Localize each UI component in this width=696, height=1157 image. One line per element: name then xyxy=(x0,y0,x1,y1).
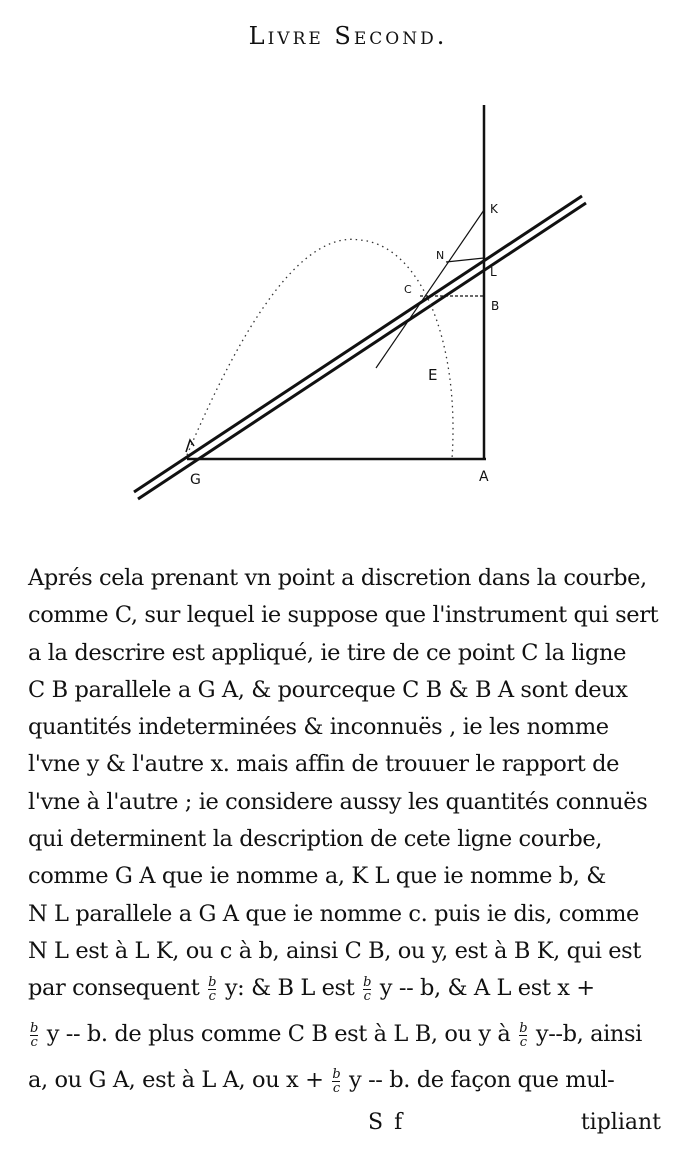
signature-mark: S f xyxy=(368,1110,405,1135)
text-fragment: y: & B L est xyxy=(224,975,355,1002)
fraction-denominator: c xyxy=(519,1034,527,1050)
label-e: E xyxy=(428,366,438,384)
text-line-with-fractions xyxy=(28,970,673,1016)
text-fragment: par consequent xyxy=(28,975,200,1002)
mark-near-g xyxy=(186,440,194,452)
text-fragment: y -- b. de plus comme C B est à L B, ou y à xyxy=(46,1021,511,1048)
ruler-line-lower xyxy=(138,203,586,499)
fraction-denominator: c xyxy=(363,988,371,1004)
geometric-figure xyxy=(0,80,696,520)
label-k: K xyxy=(490,202,498,216)
text-line: comme C, sur lequel ie suppose que l'instrument qui sert xyxy=(28,602,659,629)
fraction-denominator: c xyxy=(332,1080,340,1096)
text-fragment: y -- b. de façon que mul- xyxy=(349,1067,615,1094)
label-l: L xyxy=(490,265,497,279)
label-b: B xyxy=(491,299,500,313)
line-n-l xyxy=(446,258,484,262)
fraction-numerator: b xyxy=(208,974,217,990)
label-n: N xyxy=(436,249,445,262)
fraction-b-over-c xyxy=(208,976,216,1003)
text-line: N L parallele a G A que ie nomme c. puis ie dis, comme xyxy=(28,900,639,927)
label-g: G xyxy=(190,472,201,488)
fraction-b-over-c xyxy=(332,1068,340,1095)
body-text xyxy=(28,560,673,1108)
text-line-with-fractions xyxy=(28,1016,673,1062)
text-line: quantités indeterminées & inconnuës , ie les nomme xyxy=(28,714,609,741)
text-line: a la descrire est appliqué, ie tire de ce point C la ligne xyxy=(28,639,626,666)
fraction-numerator: b xyxy=(332,1066,341,1082)
catchword: tipliant xyxy=(580,1110,661,1135)
text-line: Aprés cela prenant vn point a discretion dans la courbe, xyxy=(28,565,647,591)
fraction-b-over-c xyxy=(519,1022,527,1049)
text-line: N L est à L K, ou c à b, ainsi C B, ou y, est à B K, qui est xyxy=(28,937,641,964)
text-fragment: y -- b, & A L est x + xyxy=(379,975,595,1002)
fraction-numerator: b xyxy=(30,1020,38,1036)
fraction-denominator: c xyxy=(30,1034,38,1050)
text-fragment: a, ou G A, est à L A, ou x + xyxy=(28,1067,324,1094)
dotted-curve xyxy=(187,239,453,459)
page-footer xyxy=(0,1110,696,1150)
fraction-numerator: b xyxy=(363,974,372,990)
ruler-line-upper xyxy=(134,196,582,492)
fraction-b-over-c xyxy=(363,976,371,1003)
text-line: C B parallele a G A, & pourceque C B & B A sont deux xyxy=(28,676,628,703)
label-c: C xyxy=(404,283,412,296)
label-a: A xyxy=(479,469,489,485)
fraction-denominator: c xyxy=(208,988,216,1004)
text-line-with-fractions xyxy=(28,1062,673,1108)
running-title: Livre Second. xyxy=(248,22,448,50)
text-fragment: y--b, ainsi xyxy=(535,1021,642,1048)
fraction-b-over-c xyxy=(30,1022,38,1049)
text-line: qui determinent la description de cete ligne courbe, xyxy=(28,826,603,853)
text-line: l'vne y & l'autre x. mais affin de trouuer le rapport de xyxy=(28,751,620,778)
fraction-numerator: b xyxy=(519,1020,528,1036)
text-line: comme G A que ie nomme a, K L que ie nomme b, & xyxy=(28,863,606,890)
line-k-c xyxy=(376,210,484,368)
text-line: l'vne à l'autre ; ie considere aussy les quantités connuës xyxy=(28,788,648,815)
